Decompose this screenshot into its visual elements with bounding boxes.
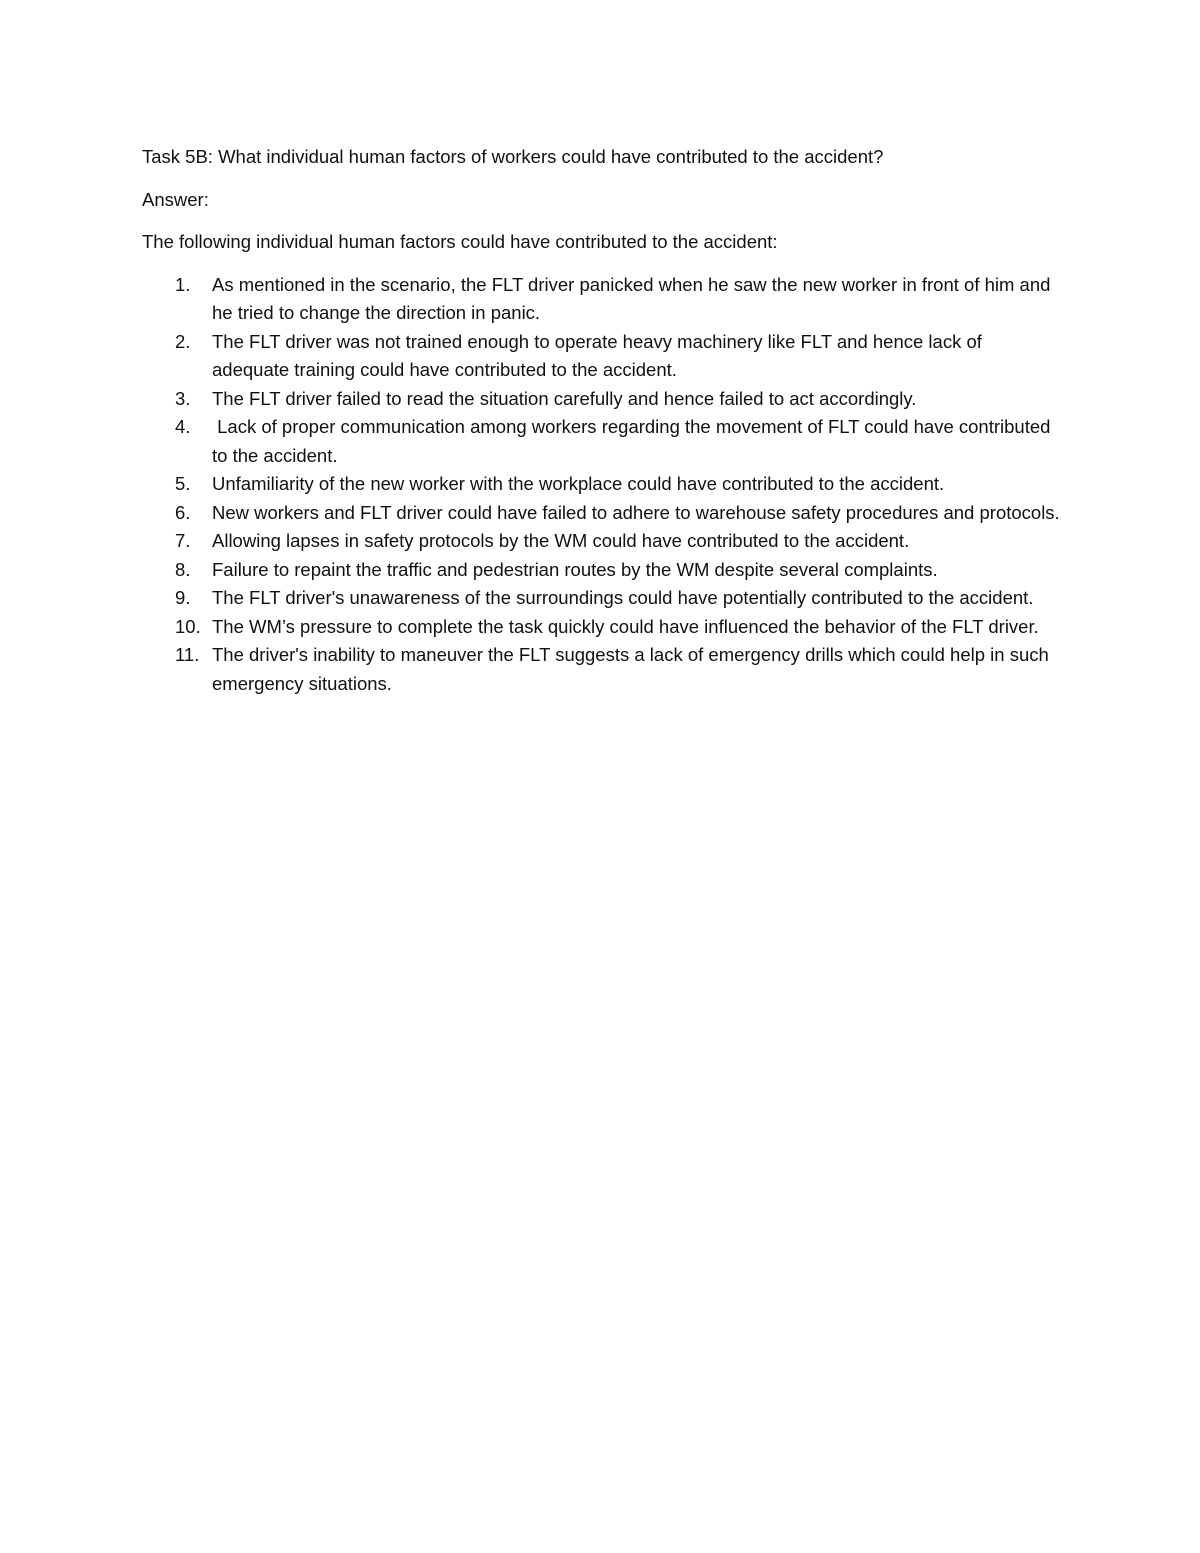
list-item [142,499,1062,528]
list-item-text: Allowing lapses in safety protocols by the WM could have contributed to the accident. [212,530,910,551]
list-item [142,271,1062,328]
list-item-number: 1. [175,273,191,295]
task-question: Task 5B: What individual human factors of workers could have contributed to the accident? [142,146,884,167]
list-item [142,584,1062,613]
document-body [142,143,1062,698]
factors-list [142,271,1062,699]
list-item [142,641,1062,698]
list-item [142,413,1062,470]
list-item-text: As mentioned in the scenario, the FLT driver panicked when he saw the new worker in front of him and he tried to change the direction in panic. [212,273,1051,323]
list-item [142,556,1062,585]
list-item-text: The FLT driver's unawareness of the surroundings could have potentially contributed to the accident. [212,587,1034,608]
answer-intro: The following individual human factors could have contributed to the accident: [142,231,778,252]
list-item [142,385,1062,414]
list-item-text: The driver's inability to maneuver the FLT suggests a lack of emergency drills which could help in such emergency situations. [212,644,1049,694]
list-item [142,527,1062,556]
list-item-text: New workers and FLT driver could have failed to adhere to warehouse safety procedures and protocols. [212,501,1060,523]
list-item-text: Unfamiliarity of the new worker with the workplace could have contributed to the accident. [212,473,945,494]
list-item-text: Failure to repaint the traffic and pedestrian routes by the WM despite several complaints. [212,558,938,580]
list-item [142,613,1062,642]
list-item-number: 11. [175,644,200,665]
list-item-text: The FLT driver failed to read the situation carefully and hence failed to act accordingly. [212,387,917,409]
list-item-text: The WM’s pressure to complete the task quickly could have influenced the behavior of the FLT driver. [212,615,1039,637]
list-item-number: 10. [175,615,201,637]
list-item-number: 3. [175,387,191,409]
answer-label: Answer: [142,188,209,210]
list-item-number: 7. [175,530,191,551]
list-item [142,328,1062,385]
list-item-number: 2. [175,330,191,352]
list-item-text: Lack of proper communication among workers regarding the movement of FLT could have contributed to the accident. [212,416,1056,466]
list-item [142,470,1062,499]
list-item-number: 6. [175,501,191,523]
list-item-number: 8. [175,558,191,580]
list-item-text: The FLT driver was not trained enough to operate heavy machinery like FLT and hence lack of adequate training could have contributed to the accident. [212,330,982,380]
list-item-number: 4. [175,416,191,437]
list-item-number: 9. [175,587,191,608]
list-item-number: 5. [175,473,191,494]
